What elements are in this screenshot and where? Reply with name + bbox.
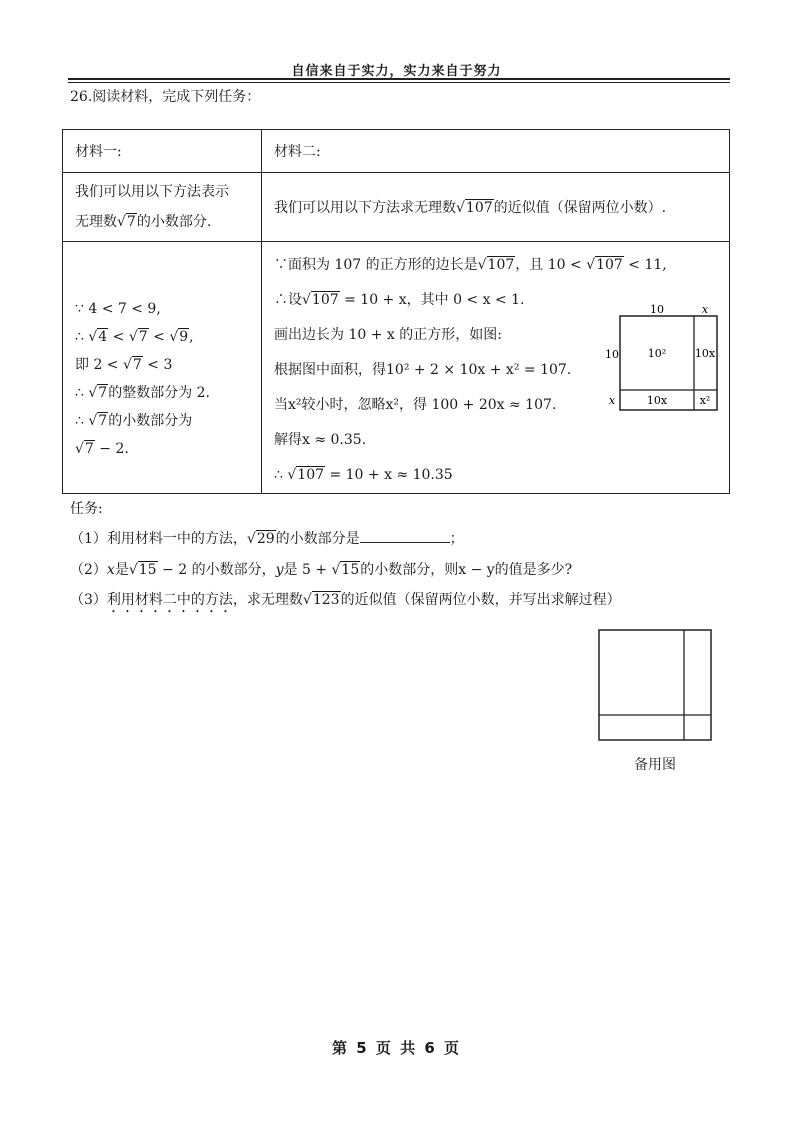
m1-step-2: ∴ √4 < √7 < √9, — [75, 328, 194, 345]
m2-step-1: ∵面积为 107 的正方形的边长是√107，且 10 < √107 < 11, — [274, 257, 667, 273]
m1-intro-line1: 我们可以用以下方法表示 — [75, 184, 229, 200]
figure-cell-10-squared: 10² — [647, 347, 667, 360]
material-2-intro: 我们可以用以下方法求无理数√107的近似值（保留两位小数）. — [262, 173, 730, 242]
m1-intro-line2: 无理数√7的小数部分. — [75, 214, 212, 230]
figure-label-top-10: 10 — [650, 303, 664, 316]
m2-step-3: 画出边长为 10 + x 的正方形，如图: — [274, 327, 502, 343]
square-area-figure — [590, 300, 725, 420]
tasks-title: 任务: — [70, 501, 103, 517]
figure-label-left-x: x — [608, 394, 616, 407]
task-3: （3）利用材料二中的方法，求无理数√123的近似值（保留两位小数，并写出求解过程） — [70, 592, 621, 608]
task-1: （1）利用材料一中的方法，√29的小数部分是 ； — [70, 531, 464, 547]
header-motto: 自信来自于实力，实力来自于努力 — [291, 64, 502, 79]
task-2: （2）x是√15 − 2 的小数部分，y是 5 + √15的小数部分，则x − y的值是多少? — [70, 562, 573, 578]
figure-cell-x-squared: x² — [699, 394, 711, 407]
m2-step-2: ∴设√107 = 10 + x，其中 0 < x < 1. — [274, 292, 525, 308]
page-footer: 第 5 页 共 6 页 — [332, 1039, 461, 1057]
material-2-header: 材料二: — [262, 130, 730, 173]
m2-step-6: 解得x ≈ 0.35. — [274, 432, 367, 448]
figure-label-left-10: 10 — [605, 348, 619, 361]
m1-step-3: 即 2 < √7 < 3 — [75, 356, 173, 373]
m2-step-4: 根据图中面积，得10² + 2 × 10x + x² = 107. — [274, 362, 572, 378]
m1-step-1: ∵ 4 < 7 < 9, — [75, 300, 161, 317]
m1-step-4: ∴ √7的整数部分为 2. — [75, 384, 211, 401]
question-title: 26.阅读材料，完成下列任务： — [70, 89, 261, 105]
spare-figure-caption: 备用图 — [634, 757, 676, 773]
material-1-header: 材料一: — [63, 130, 262, 173]
m1-step-5: ∴ √7的小数部分为 — [75, 412, 193, 429]
material-1-steps — [63, 242, 262, 494]
figure-cell-10x-right: 10x — [694, 347, 716, 360]
figure-cell-10x-bottom: 10x — [646, 394, 668, 407]
m2-step-7: ∴ √107 = 10 + x ≈ 10.35 — [274, 467, 453, 483]
figure-label-top-x: x — [701, 303, 709, 316]
material-1-intro — [63, 173, 262, 242]
task-1-answer-blank[interactable] — [360, 530, 450, 543]
spare-figure — [598, 629, 712, 741]
header-rule-thin — [68, 82, 730, 83]
m1-step-6: √7 − 2. — [75, 440, 129, 457]
spare-outer-square — [599, 630, 711, 740]
header-rule — [68, 78, 730, 80]
m2-step-5: 当x²较小时，忽略x²，得 100 + 20x ≈ 107. — [274, 397, 557, 413]
